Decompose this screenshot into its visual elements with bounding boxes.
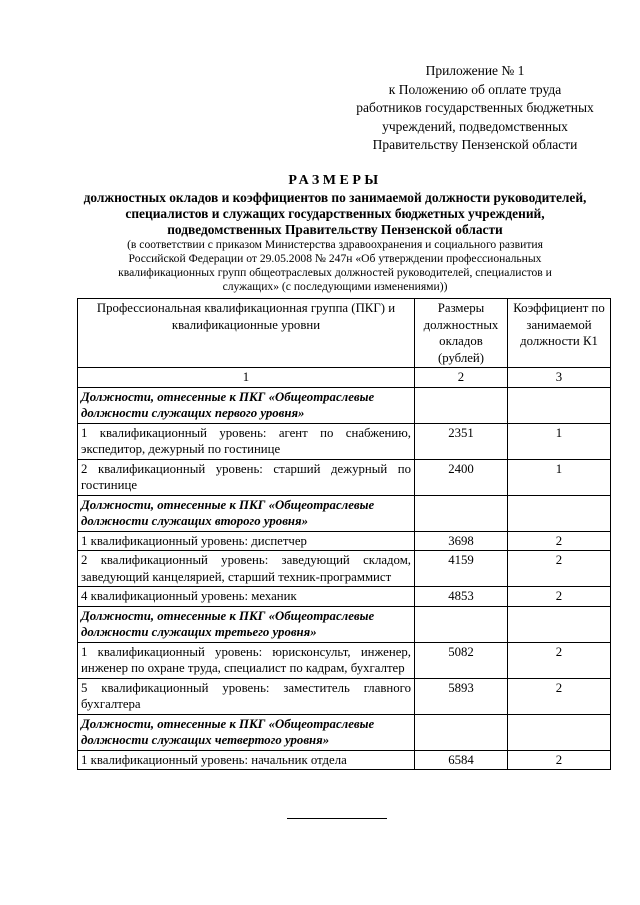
coefficient-cell: 1 (508, 459, 611, 495)
column-number: 1 (78, 368, 415, 388)
coefficient-cell (508, 495, 611, 531)
header-group: Профессиональная квалификационная группа (ПКГ) и квалификационные уровни (78, 299, 415, 368)
coefficient-cell (508, 606, 611, 642)
qualification-level: 4 квалификационный уровень: механик (78, 587, 415, 607)
coefficient-cell: 2 (508, 750, 611, 770)
table-row (78, 750, 611, 770)
group-row (78, 387, 611, 423)
qualification-level: 1 квалификационный уровень: диспетчер (78, 531, 415, 551)
salary-cell: 2400 (415, 459, 508, 495)
document-subtitle: должностных окладов и коэффициентов по занимаемой должности руководителей, специалистов и служащих государственных бюджетных учреждений, подведомственных Правительству Пензенской области (83, 190, 587, 237)
footer-divider (287, 818, 387, 819)
table-row (78, 678, 611, 714)
appendix-line: учреждений, подведомственных (382, 118, 568, 134)
salary-cell: 4853 (415, 587, 508, 607)
appendix-line: Приложение № 1 (425, 63, 525, 78)
table-row (78, 642, 611, 678)
header-salary: Размеры должностных окладов (рублей) (415, 299, 508, 368)
salary-cell: 2351 (415, 423, 508, 459)
table-row (78, 551, 611, 587)
salary-cell (415, 387, 508, 423)
document-title: РАЗМЕРЫ (288, 173, 382, 188)
salary-cell (415, 495, 508, 531)
column-number-row (78, 368, 611, 388)
group-row (78, 495, 611, 531)
group-name: Должности, отнесенные к ПКГ «Общеотраслевые должности служащих третьего уровня» (78, 606, 415, 642)
column-number: 2 (415, 368, 508, 388)
table-row (78, 587, 611, 607)
document-note: (в соответствии с приказом Министерства здравоохранения и социального развития Российской Федерации от 29.05.2008 № 247н «Об утверждении профессиональных квалификационных групп общеотраслевых должностей руководителей, специалистов и служащих» (с последующими изменениями)) (118, 238, 552, 293)
appendix-line: работников государственных бюджетных (356, 100, 594, 115)
coefficient-cell (508, 714, 611, 750)
salary-cell: 5893 (415, 678, 508, 714)
table-row (78, 459, 611, 495)
header-coefficient: Коэффициент по занимаемой должности К1 (508, 299, 611, 368)
appendix-caption (330, 62, 620, 155)
qualification-level: 5 квалификационный уровень: заместитель главного бухгалтера (78, 678, 415, 714)
qualification-level: 2 квалификационный уровень: старший дежурный по гостинице (78, 459, 415, 495)
appendix-line: Правительству Пензенской области (372, 137, 578, 152)
salary-cell: 4159 (415, 551, 508, 587)
salary-cell: 5082 (415, 642, 508, 678)
qualification-level: 1 квалификационный уровень: юрисконсульт, инженер, инженер по охране труда, специалист по кадрам, бухгалтер (78, 642, 415, 678)
salary-cell: 6584 (415, 750, 508, 770)
salary-cell (415, 714, 508, 750)
salary-cell: 3698 (415, 531, 508, 551)
coefficient-cell (508, 387, 611, 423)
qualification-level: 1 квалификационный уровень: начальник отдела (78, 750, 415, 770)
group-row (78, 606, 611, 642)
coefficient-cell: 1 (508, 423, 611, 459)
coefficient-cell: 2 (508, 531, 611, 551)
group-row (78, 714, 611, 750)
appendix-line: к Положению об оплате труда (388, 81, 562, 97)
group-name: Должности, отнесенные к ПКГ «Общеотраслевые должности служащих второго уровня» (78, 495, 415, 531)
table-row (78, 423, 611, 459)
coefficient-cell: 2 (508, 551, 611, 587)
group-name: Должности, отнесенные к ПКГ «Общеотраслевые должности служащих четвертого уровня» (78, 714, 415, 750)
qualification-level: 2 квалификационный уровень: заведующий складом, заведующий канцелярией, старший техник-программист (78, 551, 415, 587)
column-number: 3 (508, 368, 611, 388)
qualification-level: 1 квалификационный уровень: агент по снабжению, экспедитор, дежурный по гостинице (78, 423, 415, 459)
coefficient-cell: 2 (508, 642, 611, 678)
group-name: Должности, отнесенные к ПКГ «Общеотраслевые должности служащих первого уровня» (78, 387, 415, 423)
table-row (78, 531, 611, 551)
coefficient-cell: 2 (508, 678, 611, 714)
coefficient-cell: 2 (508, 587, 611, 607)
table-header-row (78, 299, 611, 368)
salary-cell (415, 606, 508, 642)
salary-table (77, 298, 611, 770)
document-title-block (80, 172, 590, 294)
